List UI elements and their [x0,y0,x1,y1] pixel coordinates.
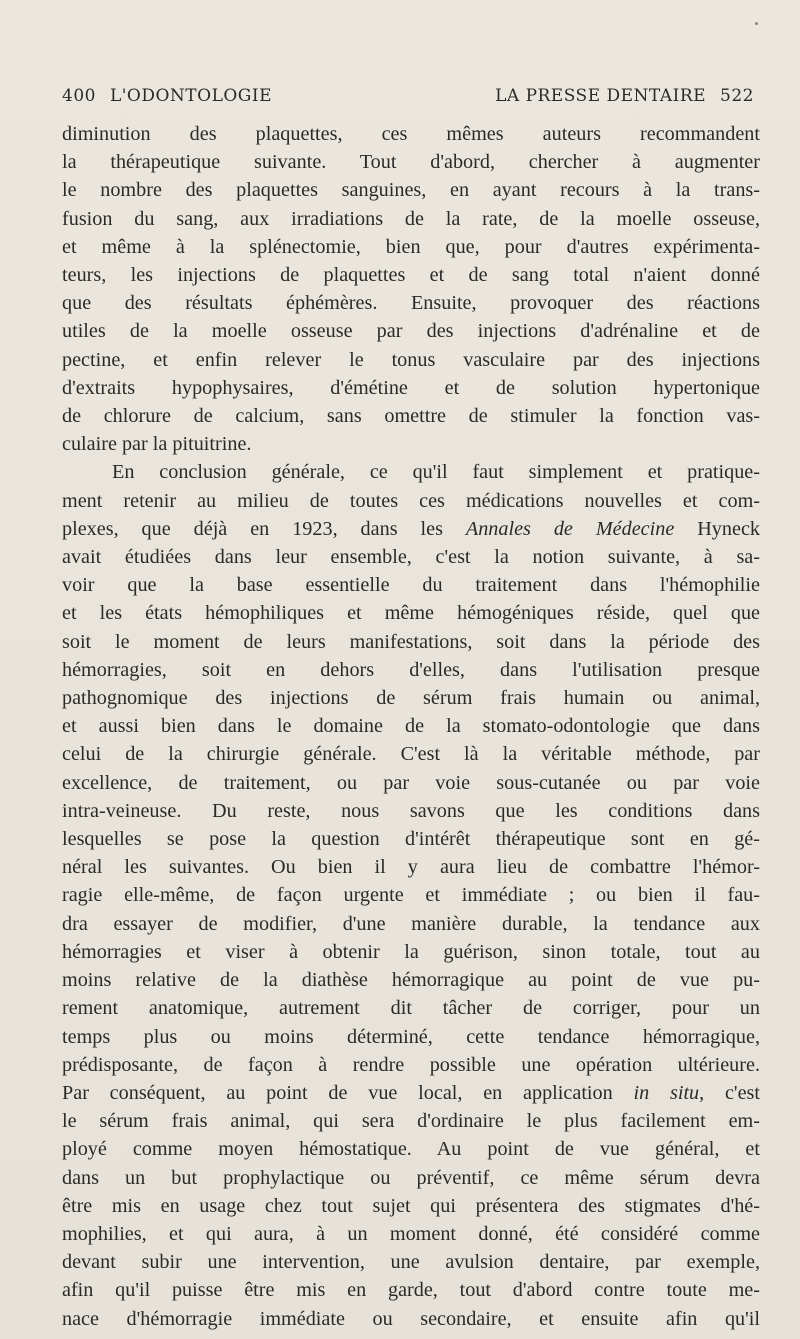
text-line: ment retenir au milieu de toutes ces médications nouvelles et com- [62,489,760,512]
header-right [495,86,754,106]
text-fragment: Par conséquent, au point de vue local, en application [62,1081,613,1104]
text-line: et aussi bien dans le domaine de la stomato-odontologie que dans [62,715,760,738]
text-line: hémorragies, soit en dehors d'elles, dans l'utilisation presque [62,658,760,681]
text-line: le nombre des plaquettes sanguines, en ayant recours à la trans- [62,179,760,202]
paragraph-1 [62,120,760,458]
running-header [62,86,754,114]
journal-title-left: L'ODONTOLOGIE [109,86,273,106]
text-line: intra-veineuse. Du reste, nous savons que les conditions dans [62,799,760,822]
author-name: Hyneck [697,517,760,540]
text-line: avait étudiées dans leur ensemble, c'est la notion suivante, à sa- [62,546,760,569]
text-line: utiles de la moelle osseuse par des injections d'adrénaline et de [62,320,760,343]
text-line: dra essayer de modifier, d'une manière durable, la tendance aux [62,912,760,935]
text-line: la thérapeutique suivante. Tout d'abord, chercher à augmenter [62,151,760,174]
text-line: temps plus ou moins déterminé, cette tendance hémorragique, [62,1025,760,1048]
text-line: pathognomique des injections de sérum frais humain ou animal, [62,687,760,710]
text-line: lesquelles se pose la question d'intérêt thérapeutique sont en gé- [62,828,760,851]
page-number-right: 522 [720,86,754,106]
text-line: ragie elle-même, de façon urgente et immédiate ; ou bien il fau- [62,884,760,907]
body-text [62,120,760,1333]
text-fragment: , c'est [699,1081,760,1104]
text-line: En conclusion générale, ce qu'il faut simplement et pratique- [112,461,760,484]
header-left [62,86,272,106]
text-line: prédisposante, de façon à rendre possible une opération ultérieure. [62,1053,760,1076]
text-line: d'extraits hypophysaires, d'émétine et de solution hypertonique [62,376,760,399]
text-line: voir que la base essentielle du traitement dans l'hémophilie [62,574,760,597]
text-line: excellence, de traitement, ou par voie sous-cutanée ou par voie [62,771,760,794]
text-line: pectine, et enfin relever le tonus vasculaire par des injections [62,348,760,371]
text-line: afin qu'il puisse être mis en garde, tout d'abord contre toute me- [62,1279,760,1302]
text-line: dans un but prophylactique ou préventif, ce même sérum devra [62,1166,760,1189]
text-line: être mis en usage chez tout sujet qui présentera des stigmates d'hé- [62,1194,760,1217]
text-line: moins relative de la diathèse hémorragique au point de vue pu- [62,969,760,992]
text-line-with-italic [62,1079,760,1107]
text-line: de chlorure de calcium, sans omettre de stimuler la fonction vas- [62,405,760,428]
text-line: que des résultats éphémères. Ensuite, provoquer des réactions [62,292,760,315]
page-number-left: 400 [62,86,96,106]
journal-title-right: LA PRESSE DENTAIRE [495,86,707,106]
text-line: celui de la chirurgie générale. C'est là la véritable méthode, par [62,743,760,766]
text-line: nace d'hémorragie immédiate ou secondaire, et ensuite afin qu'il [62,1307,760,1330]
text-line: néral les suivantes. Ou bien il y aura lieu de combattre l'hémor- [62,856,760,879]
speck-mark [755,22,758,25]
text-line: et les états hémophiliques et même hémogéniques réside, quel que [62,602,760,625]
text-line: et même à la splénectomie, bien que, pour d'autres expérimenta- [62,235,760,258]
text-fragment: plexes, que déjà en 1923, dans les [62,517,443,540]
text-line: rement anatomique, autrement dit tâcher de corriger, pour un [62,997,760,1020]
text-line: le sérum frais animal, qui sera d'ordinaire le plus facilement em- [62,1110,760,1133]
text-line-with-citation [62,515,760,543]
text-line: diminution des plaquettes, ces mêmes auteurs recommandent [62,123,760,145]
text-line: mophilies, et qui aura, à un moment donné, été considéré comme [62,1222,760,1245]
journal-citation-italic: Annales de Médecine [465,517,675,540]
text-line: hémorragies et viser à obtenir la guérison, sinon totale, tout au [62,940,760,963]
text-line: culaire par la pituitrine. [62,433,252,456]
text-line: devant subir une intervention, une avulsion dentaire, par exemple, [62,1251,760,1274]
text-line: teurs, les injections de plaquettes et de sang total n'aient donné [62,264,760,287]
latin-term-italic: in situ [633,1081,700,1104]
text-line: fusion du sang, aux irradiations de la rate, de la moelle osseuse, [62,207,760,230]
text-line: ployé comme moyen hémostatique. Au point de vue général, et [62,1138,760,1161]
text-line: soit le moment de leurs manifestations, soit dans la période des [62,630,760,653]
paragraph-2 [62,458,760,1332]
